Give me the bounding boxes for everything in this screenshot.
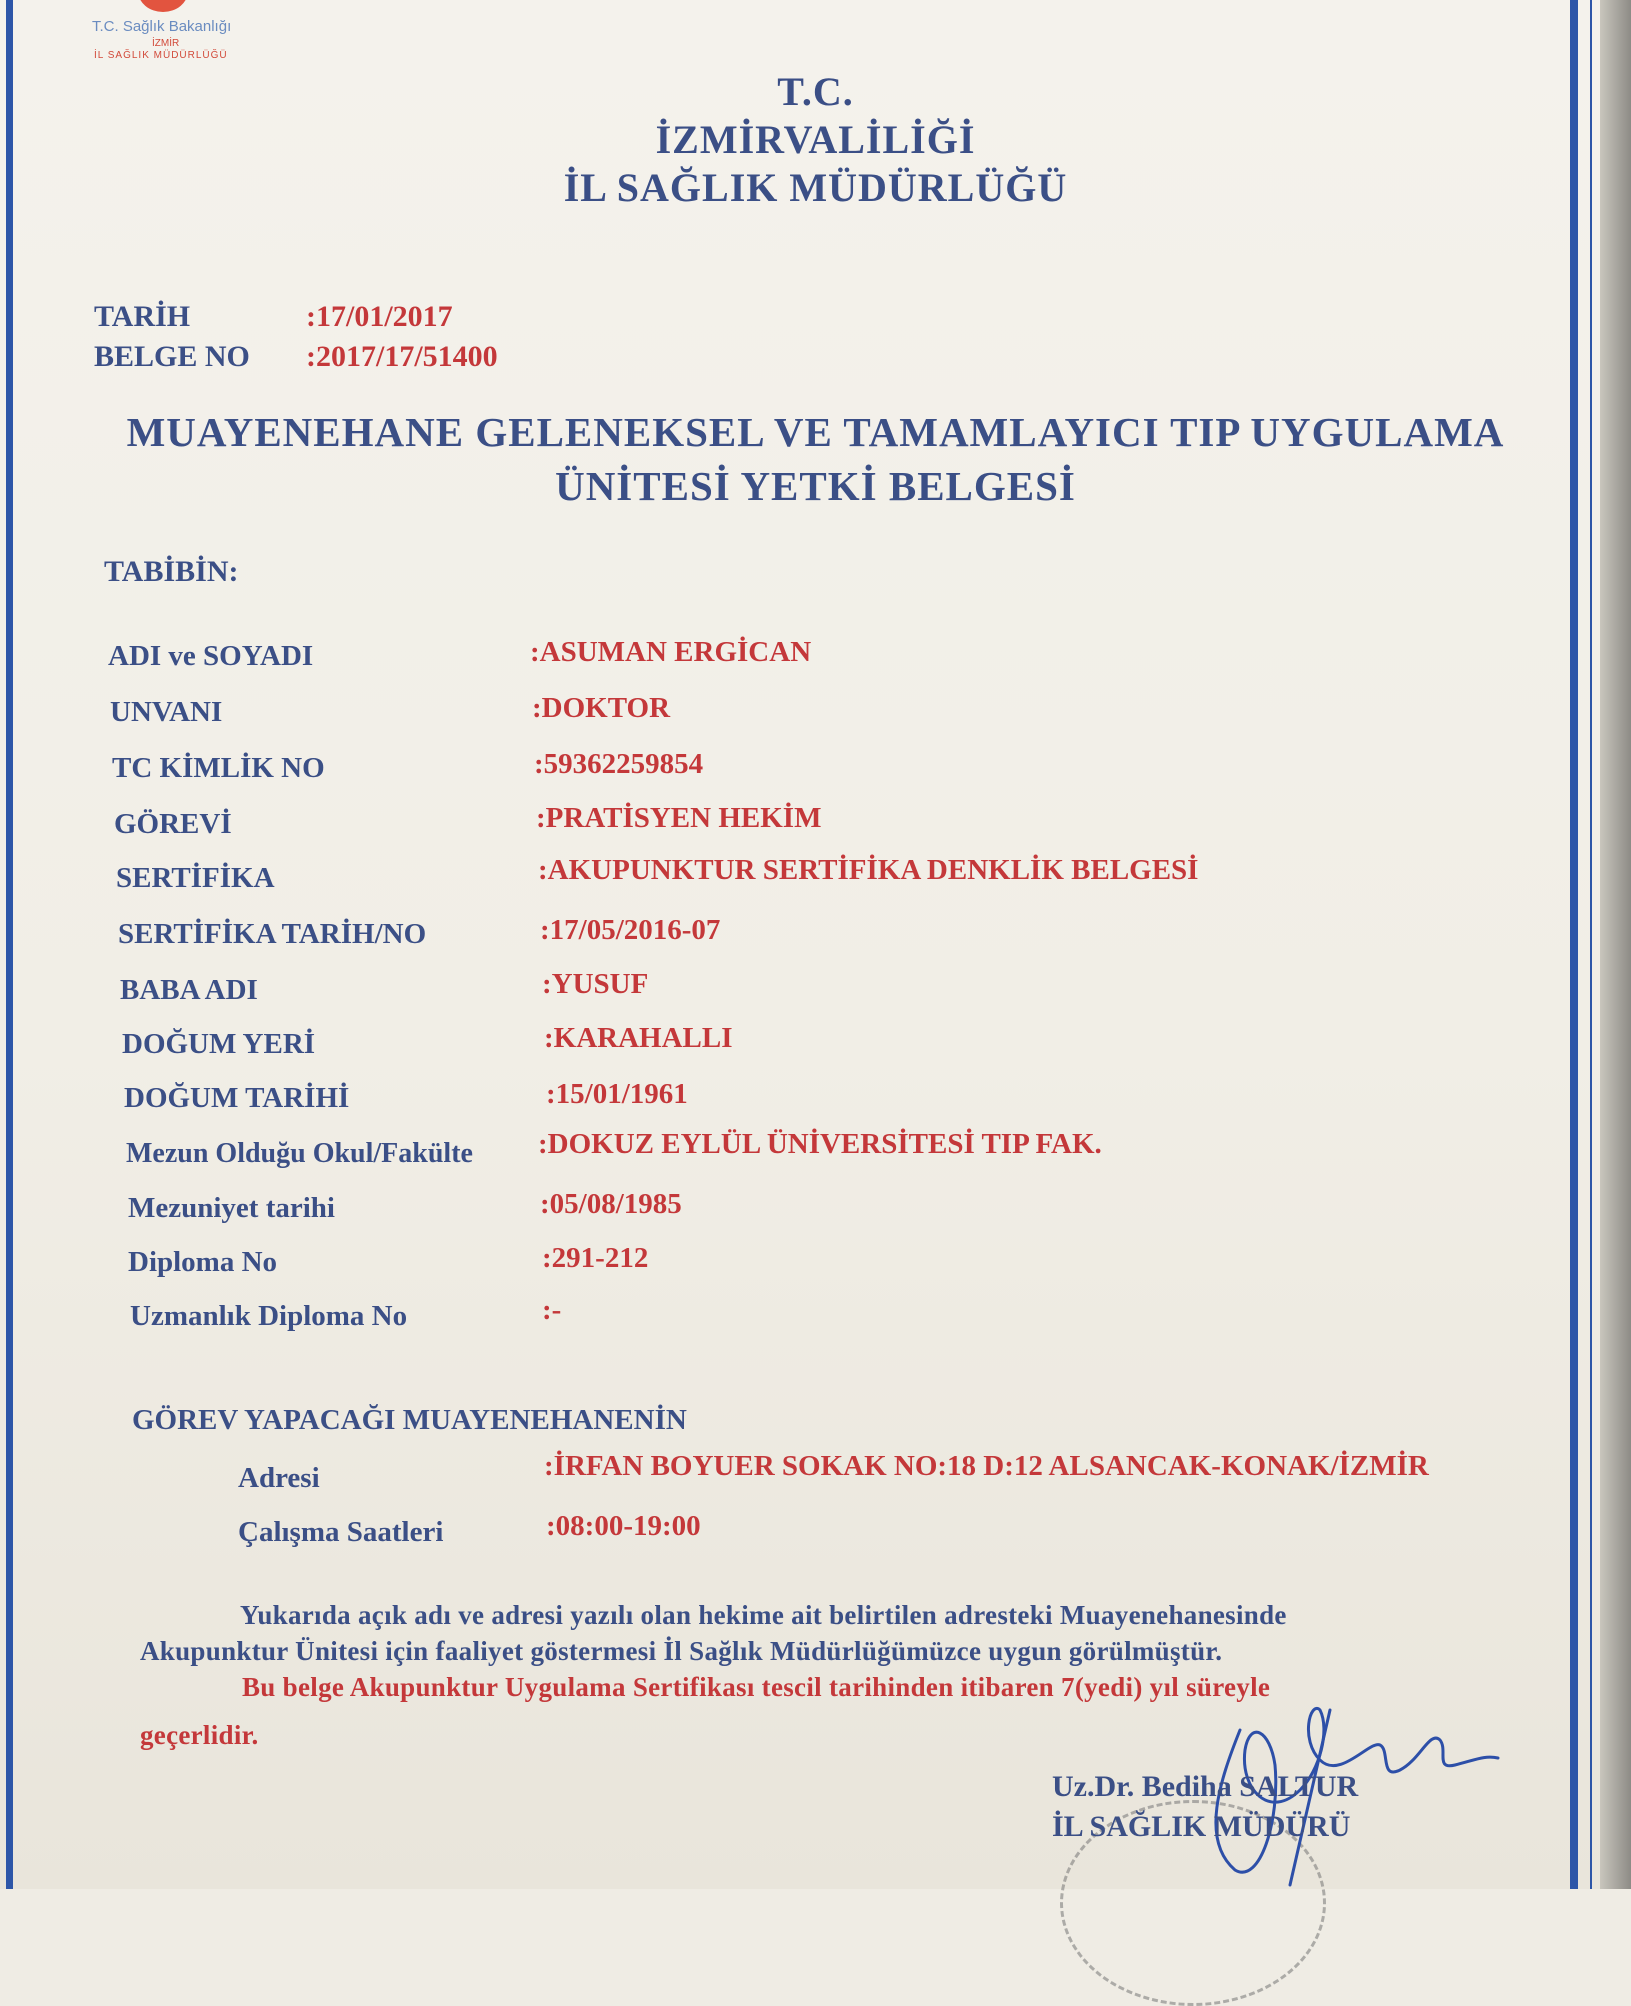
logo-emblem-icon <box>138 0 188 12</box>
field-value: :291-212 <box>542 1242 649 1274</box>
field-value: :DOKUZ EYLÜL ÜNİVERSİTESİ TIP FAK. <box>538 1128 1102 1160</box>
field-label: Uzmanlık Diploma No <box>130 1300 408 1332</box>
statement-line-1: Yukarıda açık adı ve adresi yazılı olan hekime ait belirtilen adresteki Muayenehanesinde <box>240 1600 1287 1630</box>
field-label: Mezun Olduğu Okul/Fakülte <box>126 1138 473 1169</box>
working-hours-label: Çalışma Saatleri <box>238 1516 444 1548</box>
field-label: Diploma No <box>128 1246 278 1278</box>
header-line-1: T.C. <box>777 69 854 114</box>
field-value: :15/01/1961 <box>546 1078 688 1110</box>
field-value: :KARAHALLI <box>544 1022 733 1054</box>
field-label: SERTİFİKA TARİH/NO <box>118 918 427 950</box>
working-hours-value: :08:00-19:00 <box>546 1510 701 1542</box>
date-label: TARİH <box>94 300 191 333</box>
logo-line-2: İZMİR <box>152 38 180 49</box>
field-label: UNVANI <box>110 696 223 728</box>
statement-line-4: geçerlidir. <box>140 1720 259 1750</box>
document-number-value: :2017/17/51400 <box>306 340 498 373</box>
left-border <box>6 0 13 1889</box>
header-line-2: İZMİRVALİLİĞİ <box>655 117 976 162</box>
field-value: :YUSUF <box>542 968 649 1000</box>
signatory-title: İL SAĞLIK MÜDÜRÜ <box>1052 1810 1351 1843</box>
field-value: :- <box>542 1294 562 1326</box>
address-value: :İRFAN BOYUER SOKAK NO:18 D:12 ALSANCAK-KONAK/İZMİR <box>544 1450 1429 1482</box>
field-label: BABA ADI <box>120 974 258 1006</box>
ministry-logo <box>90 0 270 70</box>
page-edge-shadow <box>1600 0 1631 1889</box>
field-label: GÖREVİ <box>114 808 232 840</box>
signatory-name: Uz.Dr. Bediha SALTUR <box>1052 1770 1359 1803</box>
field-value: :ASUMAN ERGİCAN <box>530 636 812 668</box>
field-value: :DOKTOR <box>532 692 671 724</box>
field-value: :PRATİSYEN HEKİM <box>536 802 822 834</box>
logo-line-1: T.C. Sağlık Bakanlığı <box>92 18 232 35</box>
field-value: :17/05/2016-07 <box>540 914 721 946</box>
field-label: DOĞUM YERİ <box>122 1028 316 1060</box>
field-value: :AKUPUNKTUR SERTİFİKA DENKLİK BELGESİ <box>538 854 1199 886</box>
right-border <box>1570 0 1578 1889</box>
logo-line-3: İL SAĞLIK MÜDÜRLÜĞÜ <box>94 50 228 61</box>
date-value: :17/01/2017 <box>306 300 453 333</box>
field-value: :05/08/1985 <box>540 1188 682 1220</box>
field-label: SERTİFİKA <box>116 862 275 894</box>
physician-section-label: TABİBİN: <box>104 555 239 588</box>
field-label: Mezuniyet tarihi <box>128 1192 335 1224</box>
statement-line-3: Bu belge Akupunktur Uygulama Sertifikası tescil tarihinden itibaren 7(yedi) yıl süreyle <box>242 1672 1271 1702</box>
right-border-inner <box>1590 0 1592 1889</box>
field-label: DOĞUM TARİHİ <box>124 1082 350 1114</box>
document-title-line-1: MUAYENEHANE GELENEKSEL VE TAMAMLAYICI TIP UYGULAMA <box>126 409 1505 455</box>
field-label: ADI ve SOYADI <box>108 640 314 672</box>
header-line-3: İL SAĞLIK MÜDÜRLÜĞÜ <box>563 165 1068 210</box>
field-value: :59362259854 <box>534 748 704 780</box>
clinic-section-label: GÖREV YAPACAĞI MUAYENEHANENİN <box>132 1404 687 1436</box>
field-label: TC KİMLİK NO <box>112 752 325 784</box>
document-number-label: BELGE NO <box>94 340 250 373</box>
document-title-line-2: ÜNİTESİ YETKİ BELGESİ <box>555 463 1076 509</box>
address-label: Adresi <box>238 1462 320 1494</box>
statement-line-2: Akupunktur Ünitesi için faaliyet göstermesi İl Sağlık Müdürlüğümüzce uygun görülmüştür. <box>140 1636 1223 1666</box>
